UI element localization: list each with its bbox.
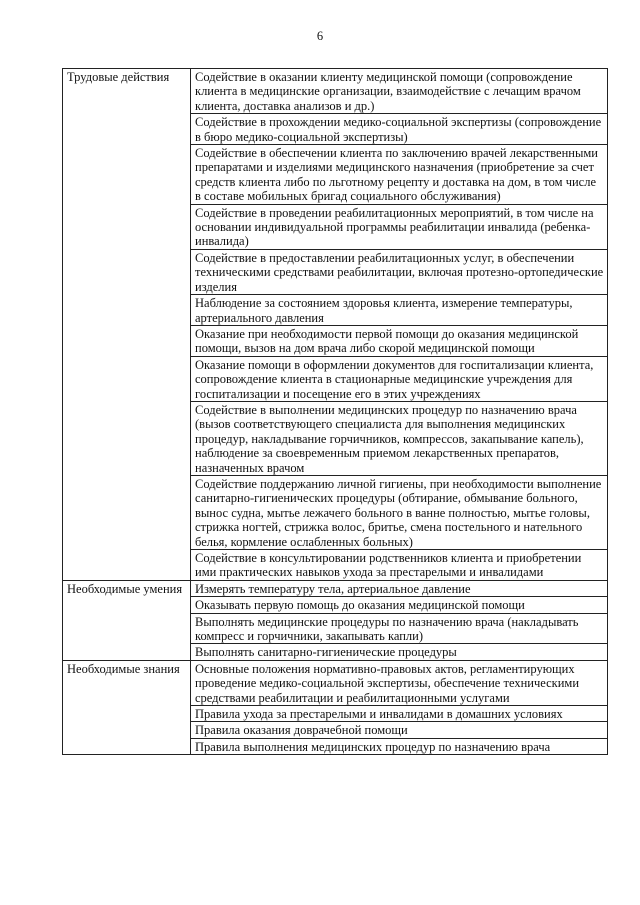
section-item: Основные положения нормативно-правовых актов, регламентирующих проведение медико-социальной экспертизы, обеспечение техническими средствами реабилитации и реабилитационными услугами: [191, 660, 608, 705]
section-label: Трудовые действия: [63, 69, 191, 581]
labor-functions-table: [62, 68, 608, 755]
section-item: Содействие в обеспечении клиента по заключению врачей лекарственными препаратами и изделиями медицинского назначения (приобретение за счет средств клиента либо по льготному рецепту и доставка на дом, в том числе в составе мобильных бригад социального обслуживания): [191, 145, 608, 205]
section-label: Необходимые знания: [63, 660, 191, 754]
section-item: Содействие в прохождении медико-социальной экспертизы (сопровождение в бюро медико-социальной экспертизы): [191, 114, 608, 145]
section-label: Необходимые умения: [63, 580, 191, 660]
section-item: Выполнять санитарно-гигиенические процедуры: [191, 644, 608, 660]
section-item: Содействие в выполнении медицинских процедур по назначению врача (вызов соответствующего специалиста для выполнения медицинских процедур, накладывание горчичников, компрессов, закапывание капель), наблюдение за своевременным приемом лекарственных препаратов, назначенных врачом: [191, 401, 608, 475]
section-item: Содействие в предоставлении реабилитационных услуг, в обеспечении техническими средствами реабилитации, включая протезно-ортопедические изделия: [191, 249, 608, 294]
section-item: Оказывать первую помощь до оказания медицинской помощи: [191, 597, 608, 613]
section-item: Оказание при необходимости первой помощи до оказания медицинской помощи, вызов на дом врача либо скорой медицинской помощи: [191, 325, 608, 356]
section-item: Измерять температуру тела, артериальное давление: [191, 580, 608, 596]
table-row: [63, 660, 608, 705]
table-body: [63, 69, 608, 755]
table-row: [63, 580, 608, 596]
section-item: Правила выполнения медицинских процедур по назначению врача: [191, 738, 608, 754]
section-item: Выполнять медицинские процедуры по назначению врача (накладывать компресс и горчичники, закапывать капли): [191, 613, 608, 644]
section-item: Содействие в проведении реабилитационных мероприятий, в том числе на основании индивидуальной программы реабилитации инвалида (ребенка-инвалида): [191, 204, 608, 249]
section-item: Правила ухода за престарелыми и инвалидами в домашних условиях: [191, 706, 608, 722]
section-item: Содействие в консультировании родственников клиента и приобретении ими практических навыков ухода за престарелыми и инвалидами: [191, 550, 608, 581]
section-item: Правила оказания доврачебной помощи: [191, 722, 608, 738]
page-number: 6: [316, 29, 324, 43]
section-item: Наблюдение за состоянием здоровья клиента, измерение температуры, артериального давления: [191, 295, 608, 326]
section-item: Содействие поддержанию личной гигиены, при необходимости выполнение санитарно-гигиенических процедуры (обтирание, обмывание больного, вынос судна, мытье лежачего больного в ванне полностью, мытье головы, стрижка ногтей, стрижка волос, бритье, смена постельного и нательного белья, кормление ослабленных больных): [191, 475, 608, 549]
section-item: Содействие в оказании клиенту медицинской помощи (сопровождение клиента в медицинские организации, взаимодействие с лечащим врачом клиента, доставка анализов и др.): [191, 69, 608, 114]
section-item: Оказание помощи в оформлении документов для госпитализации клиента, сопровождение клиента в стационарные медицинские учреждения для госпитализации и посещение его в этих учреждениях: [191, 356, 608, 401]
table-row: [63, 69, 608, 114]
